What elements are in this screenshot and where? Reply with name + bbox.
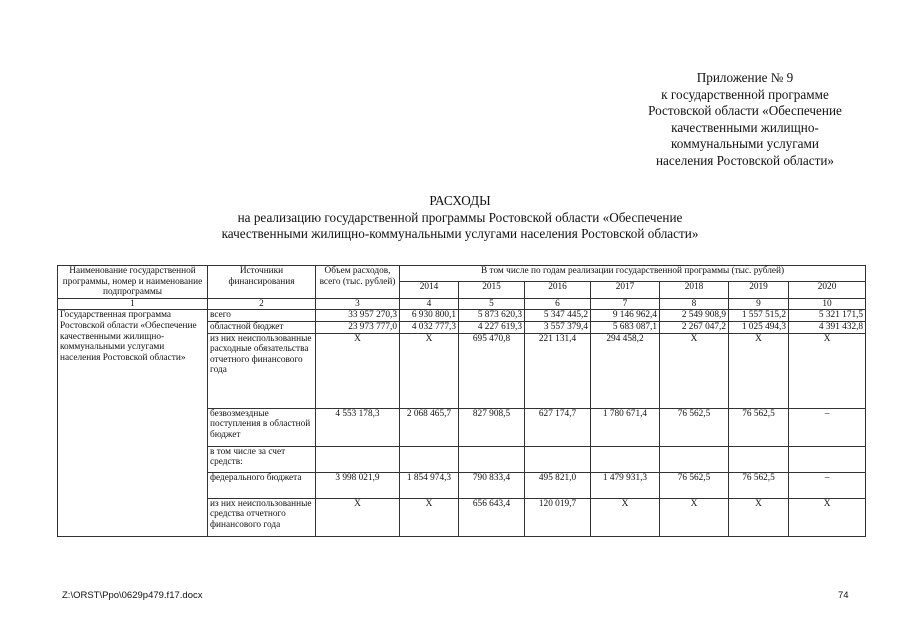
column-number: 4 — [400, 298, 459, 310]
value-cell: 2 549 908,9 — [660, 310, 729, 322]
value-cell: X — [660, 498, 729, 536]
value-cell: 695 470,8 — [459, 333, 525, 408]
table-row — [58, 310, 866, 322]
value-cell: X — [316, 333, 400, 408]
column-number: 9 — [729, 298, 789, 310]
value-cell: 120 019,7 — [525, 498, 591, 536]
column-number: 8 — [660, 298, 729, 310]
value-cell: 76 562,5 — [729, 408, 789, 446]
source-cell: из них неиспользованные средства отчетного финансового года — [208, 498, 316, 536]
value-cell: 5 347 445,2 — [525, 310, 591, 322]
value-cell: 4 227 619,3 — [459, 321, 525, 333]
value-cell: X — [789, 333, 866, 408]
column-number: 2 — [208, 298, 316, 310]
value-cell: – — [789, 472, 866, 498]
value-cell: 495 821,0 — [525, 472, 591, 498]
value-cell: 5 321 171,5 — [789, 310, 866, 322]
value-cell: 1 479 931,3 — [591, 472, 660, 498]
header-year: 2015 — [459, 282, 525, 298]
value-cell: 6 930 800,1 — [400, 310, 459, 322]
value-cell — [459, 446, 525, 472]
value-cell: 76 562,5 — [660, 472, 729, 498]
appendix-block — [600, 70, 890, 170]
document-heading — [150, 193, 770, 243]
value-cell: 656 643,4 — [459, 498, 525, 536]
value-cell: 3 998 021,9 — [316, 472, 400, 498]
value-cell: 1 780 671,4 — [591, 408, 660, 446]
value-cell: 2 068 465,7 — [400, 408, 459, 446]
value-cell: 1 025 494,3 — [729, 321, 789, 333]
value-cell: 827 908,5 — [459, 408, 525, 446]
value-cell: 221 131,4 — [525, 333, 591, 408]
value-cell: X — [789, 498, 866, 536]
source-cell: федерального бюджета — [208, 472, 316, 498]
value-cell: X — [729, 498, 789, 536]
expenses-table — [57, 265, 866, 537]
header-year: 2019 — [729, 282, 789, 298]
value-cell: 5 873 620,3 — [459, 310, 525, 322]
value-cell: X — [729, 333, 789, 408]
value-cell — [660, 446, 729, 472]
header-name: Наименование государственной программы, номер и наименование подпрограммы — [58, 266, 208, 299]
value-cell: X — [591, 498, 660, 536]
document-subtitle-line: качественными жилищно-коммунальными услугами населения Ростовской области» — [221, 226, 699, 242]
value-cell — [591, 446, 660, 472]
value-cell: 4 391 432,8 — [789, 321, 866, 333]
source-cell: в том числе за счет средств: — [208, 446, 316, 472]
appendix-line: качественными жилищно- — [671, 119, 819, 135]
value-cell — [525, 446, 591, 472]
header-year: 2017 — [591, 282, 660, 298]
document-subtitle-line: на реализацию государственной программы Ростовской области «Обеспечение — [237, 209, 683, 225]
source-cell: всего — [208, 310, 316, 322]
value-cell: 5 683 087,1 — [591, 321, 660, 333]
value-cell: 33 957 270,3 — [316, 310, 400, 322]
header-volume: Объем расходов, всего (тыс. рублей) — [316, 266, 400, 299]
source-cell: безвозмездные поступления в областной бюджет — [208, 408, 316, 446]
program-name-cell: Государственная программа Ростовской области «Обеспечение качественными жилищно-коммунальными услугами населения Ростовской области» — [58, 310, 208, 536]
value-cell: 790 833,4 — [459, 472, 525, 498]
file-path: Z:\ORST\Ppo\0629p479.f17.docx — [62, 590, 203, 601]
value-cell: 4 553 178,3 — [316, 408, 400, 446]
value-cell: 1 557 515,2 — [729, 310, 789, 322]
source-cell: из них неиспользованные расходные обязательства отчетного финансового года — [208, 333, 316, 408]
value-cell — [729, 446, 789, 472]
value-cell: 2 267 047,2 — [660, 321, 729, 333]
column-number: 6 — [525, 298, 591, 310]
appendix-line: населения Ростовской области» — [655, 152, 835, 168]
value-cell: 627 174,7 — [525, 408, 591, 446]
appendix-line: к государственной программе — [661, 86, 829, 102]
value-cell: 4 032 777,3 — [400, 321, 459, 333]
value-cell: 1 854 974,3 — [400, 472, 459, 498]
header-year: 2020 — [789, 282, 866, 298]
column-number: 7 — [591, 298, 660, 310]
column-number: 10 — [789, 298, 866, 310]
column-number: 5 — [459, 298, 525, 310]
value-cell: X — [400, 333, 459, 408]
appendix-line: Приложение № 9 — [696, 70, 794, 85]
value-cell: – — [789, 408, 866, 446]
page-number: 74 — [838, 590, 849, 601]
appendix-line: коммунальными услугами — [671, 136, 819, 152]
value-cell: X — [400, 498, 459, 536]
column-number: 3 — [316, 298, 400, 310]
header-sources: Источники финансирования — [208, 266, 316, 299]
value-cell — [789, 446, 866, 472]
header-year: 2014 — [400, 282, 459, 298]
value-cell — [400, 446, 459, 472]
value-cell: X — [316, 498, 400, 536]
value-cell: 294 458,2 — [591, 333, 660, 408]
table-body — [58, 310, 866, 536]
header-by-years: В том числе по годам реализации государственной программы (тыс. рублей) — [400, 266, 866, 282]
value-cell: X — [660, 333, 729, 408]
column-number: 1 — [58, 298, 208, 310]
table-header-row — [58, 266, 866, 282]
value-cell: 9 146 962,4 — [591, 310, 660, 322]
value-cell — [316, 446, 400, 472]
source-cell: областной бюджет — [208, 321, 316, 333]
header-year: 2016 — [525, 282, 591, 298]
column-number-row — [58, 298, 866, 310]
value-cell: 76 562,5 — [660, 408, 729, 446]
document-title: РАСХОДЫ — [429, 193, 491, 208]
value-cell: 23 973 777,0 — [316, 321, 400, 333]
value-cell: 3 557 379,4 — [525, 321, 591, 333]
value-cell: 76 562,5 — [729, 472, 789, 498]
appendix-line: Ростовской области «Обеспечение — [648, 103, 842, 119]
header-year: 2018 — [660, 282, 729, 298]
